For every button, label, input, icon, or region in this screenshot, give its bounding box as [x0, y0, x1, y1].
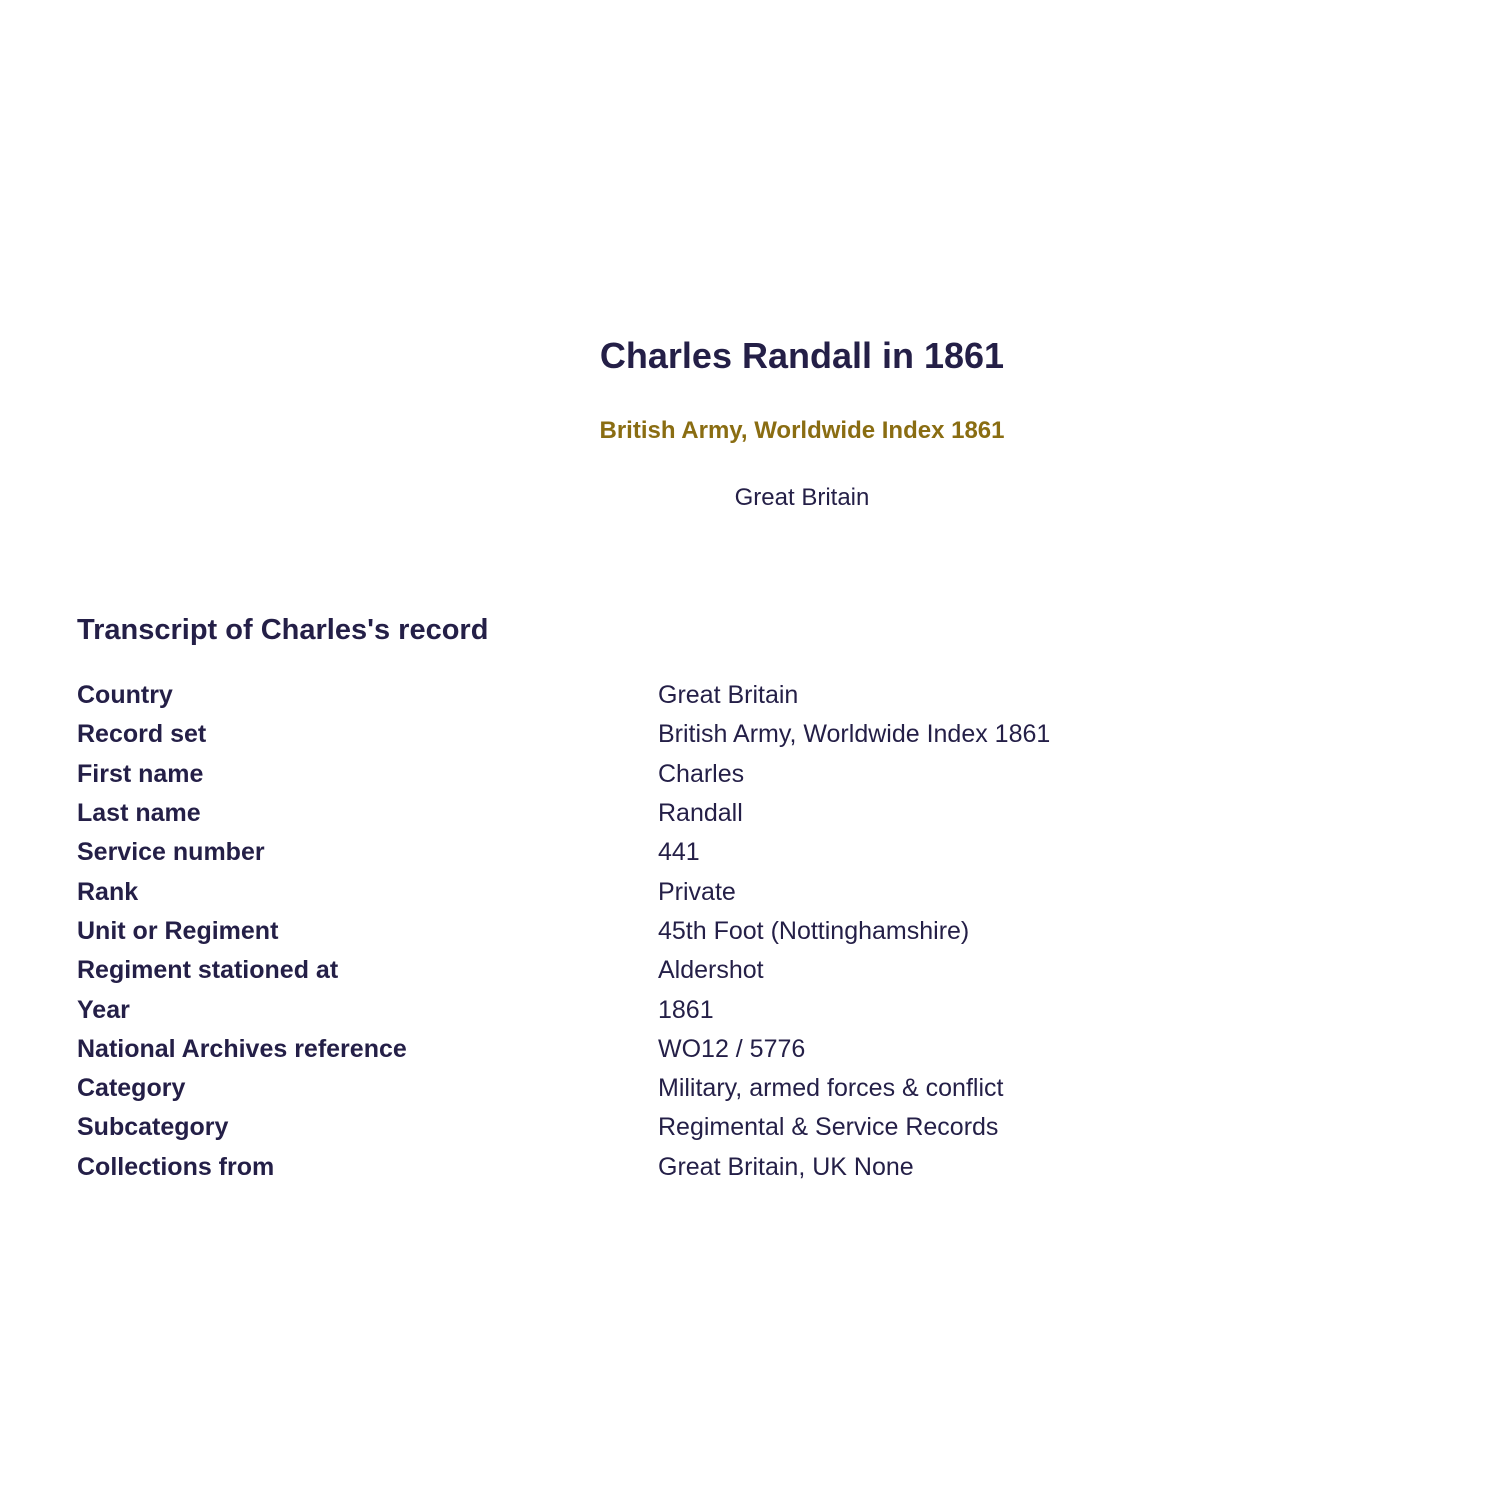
field-value: Military, armed forces & conflict [658, 1074, 1004, 1103]
field-label: Country [77, 681, 173, 710]
table-row [77, 676, 1050, 715]
table-row [77, 833, 1050, 872]
field-value: Private [658, 877, 736, 906]
field-label: Collections from [77, 1152, 275, 1181]
field-label: Unit or Regiment [77, 916, 279, 945]
table-row [77, 912, 1050, 951]
field-label: National Archives reference [77, 1034, 407, 1063]
field-value: 441 [658, 838, 700, 867]
field-label: Last name [77, 799, 201, 828]
table-row [77, 1108, 1050, 1147]
table-row [77, 990, 1050, 1029]
field-label: Service number [77, 838, 265, 867]
field-value: Aldershot [658, 956, 764, 985]
table-row [77, 1148, 1050, 1187]
field-label: Record set [77, 720, 207, 749]
table-row [77, 872, 1050, 911]
field-value: Great Britain, UK None [658, 1152, 914, 1181]
table-row [77, 951, 1050, 990]
transcript-heading: Transcript of Charles's record [77, 614, 489, 646]
field-value: WO12 / 5776 [658, 1034, 806, 1063]
field-value: 1861 [658, 995, 714, 1024]
field-value: Randall [658, 799, 743, 828]
table-row [77, 755, 1050, 794]
field-label: Year [77, 995, 130, 1024]
table-row [77, 1069, 1050, 1108]
page-title: Charles Randall in 1861 [599, 335, 1005, 376]
field-label: Category [77, 1074, 186, 1103]
field-label: Subcategory [77, 1113, 229, 1142]
table-row [77, 794, 1050, 833]
field-value: Charles [658, 759, 745, 788]
table-row [77, 715, 1050, 754]
field-label: First name [77, 759, 204, 788]
field-label: Regiment stationed at [77, 956, 339, 985]
country-label: Great Britain [734, 484, 870, 511]
field-label: Rank [77, 877, 139, 906]
field-value: British Army, Worldwide Index 1861 [658, 720, 1051, 749]
field-value: Great Britain [658, 681, 799, 710]
record-set-subtitle: British Army, Worldwide Index 1861 [599, 417, 1005, 444]
field-value: Regimental & Service Records [658, 1113, 999, 1142]
transcript-table [77, 676, 1050, 1187]
table-row [77, 1030, 1050, 1069]
field-value: 45th Foot (Nottinghamshire) [658, 916, 970, 945]
